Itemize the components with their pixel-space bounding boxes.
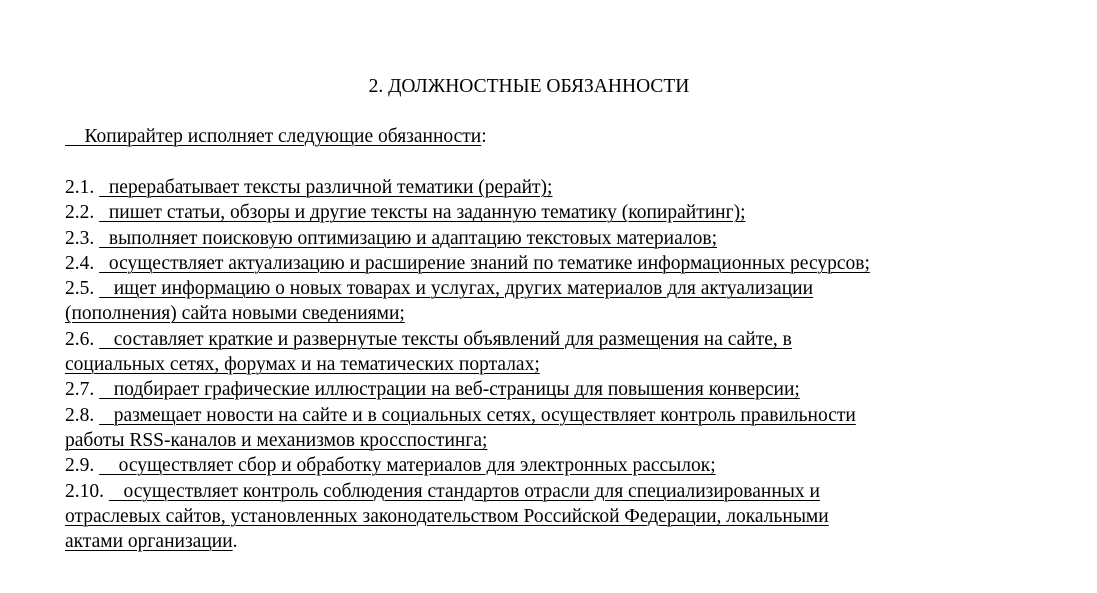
list-item (65, 200, 870, 225)
item-number: 2.1. (65, 177, 100, 198)
item-number: 2.5. (65, 278, 100, 300)
list-item (65, 327, 870, 352)
intro-colon: : (481, 126, 487, 147)
list-item-continuation (65, 529, 870, 554)
list-item (65, 251, 870, 276)
item-text: работы RSS-каналов и механизмов кросспостинга; (65, 429, 488, 451)
item-number: 2.10. (65, 480, 109, 502)
item-number: 2.7. (65, 379, 100, 401)
item-text: размещает новости на сайте и в социальных сетях, осуществляет контроль правильности (99, 404, 856, 426)
list-item (65, 377, 870, 402)
list-item (65, 276, 870, 301)
item-period: . (232, 531, 238, 553)
list-item-continuation (65, 428, 870, 453)
list-item (65, 175, 870, 200)
item-text: осуществляет актуализацию и расширение знаний по тематике информационных ресурсов; (99, 252, 870, 274)
item-text: составляет краткие и развернутые тексты объявлений для размещения на сайте, в (99, 328, 792, 350)
item-text: выполняет поисковую оптимизацию и адаптацию текстовых материалов; (99, 227, 718, 249)
intro-text: Копирайтер исполняет следующие обязанности (65, 126, 482, 147)
list-item (65, 403, 870, 428)
item-text: отраслевых сайтов, установленных законодательством Российской Федерации, локальными (65, 505, 829, 527)
list-item (65, 226, 870, 251)
item-text: пишет статьи, обзоры и другие тексты на заданную тематику (копирайтинг); (99, 202, 746, 224)
item-number: 2.9. (65, 455, 100, 477)
item-number: 2.4. (65, 252, 100, 274)
list-item (65, 479, 870, 504)
item-text: (пополнения) сайта новыми сведениями; (65, 303, 405, 325)
item-text: перерабатывает тексты различной тематики (рерайт); (99, 177, 553, 198)
item-number: 2.8. (65, 404, 100, 426)
item-number: 2.6. (65, 328, 100, 350)
list-item-continuation (65, 301, 870, 326)
item-text: социальных сетях, форумах и на тематических порталах; (65, 354, 540, 376)
list-item-continuation (65, 352, 870, 377)
list-item-continuation (65, 504, 870, 529)
list-item (65, 453, 870, 478)
section-title: 2. ДОЛЖНОСТНЫЕ ОБЯЗАННОСТИ (368, 76, 690, 97)
item-text: подбирает графические иллюстрации на веб-страницы для повышения конверсии; (99, 379, 800, 401)
item-text: актами организации (65, 531, 233, 553)
intro-paragraph (65, 124, 487, 150)
item-text: осуществляет контроль соблюдения стандартов отрасли для специализированных и (108, 480, 820, 502)
item-number: 2.3. (65, 227, 100, 249)
item-text: осуществляет сбор и обработку материалов для электронных рассылок; (99, 455, 716, 477)
item-text: ищет информацию о новых товарах и услугах, других материалов для актуализации (99, 278, 813, 300)
duties-list (65, 175, 870, 554)
item-number: 2.2. (65, 202, 100, 224)
